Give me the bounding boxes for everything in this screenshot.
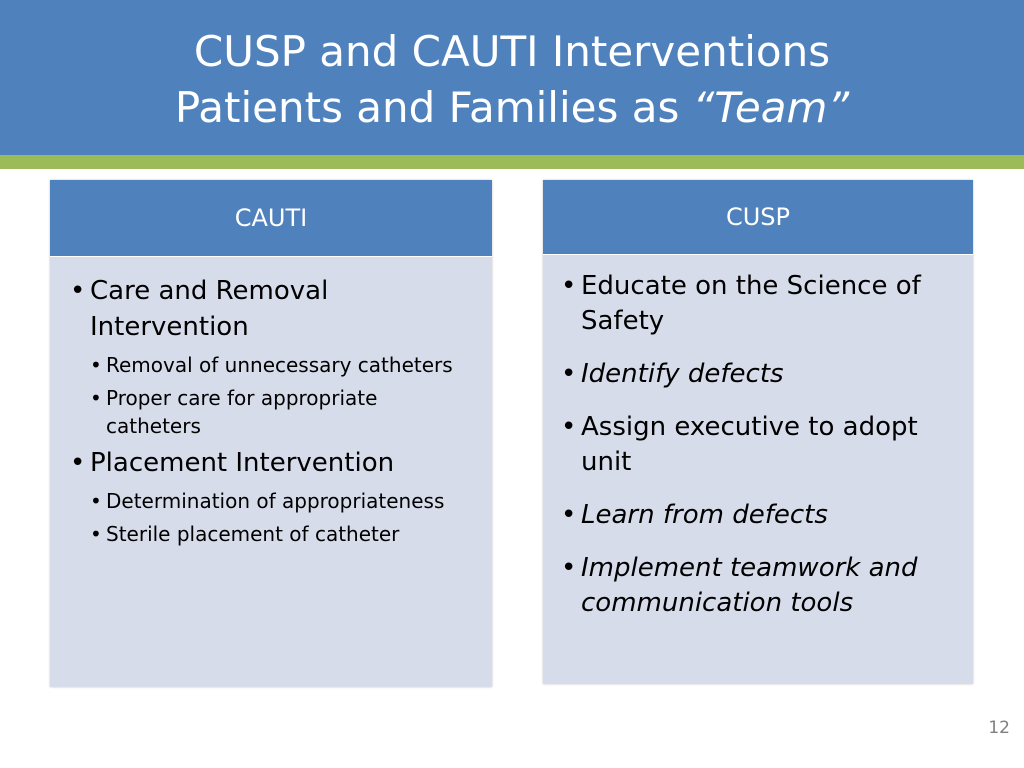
list-item [561,357,961,392]
bullet-icon: • [70,448,86,478]
cauti-panel [50,180,492,687]
bullet-icon: • [561,359,577,389]
slide-title-team-emphasis: “Team” [692,83,850,132]
sub-list-item-text: Proper care for appropriate catheters [106,386,378,438]
bullet-icon: • [90,386,102,410]
sub-list-item [90,487,470,515]
sub-list-item [90,384,470,440]
sub-list-item-text: Sterile placement of catheter [106,522,400,546]
cauti-panel-heading: CAUTI [50,180,492,256]
list-item-text: Educate on the Science of Safety [581,271,921,336]
list-item-text: Placement Intervention [90,448,395,478]
list-item-text: Identify defects [581,359,784,389]
title-accent-stripe [0,155,1024,169]
slide-title-line-2 [0,80,1024,136]
list-item-text: Assign executive to adopt unit [581,412,918,477]
slide-title-line-2-text: Patients and Families as [174,83,693,132]
list-item-text: Implement teamwork and communication tools [581,553,918,618]
sub-list-item [90,351,470,379]
slide-title-line-1: CUSP and CAUTI Interventions [193,27,831,76]
cusp-panel-body [543,255,973,684]
cusp-panel-heading: CUSP [543,180,973,254]
list-item [561,410,961,480]
list-item [561,269,961,339]
list-item [561,551,961,621]
bullet-icon: • [90,522,102,546]
list-item [561,498,961,533]
bullet-icon: • [561,553,577,583]
list-item-text: Care and Removal Intervention [90,276,329,342]
slide-title [0,24,1024,136]
bullet-icon: • [561,271,577,301]
bullet-icon: • [561,412,577,442]
cauti-list [70,273,470,553]
bullet-icon: • [561,500,577,530]
cusp-list [561,269,961,639]
sub-list [90,487,470,548]
bullet-icon: • [90,489,102,513]
list-item [70,273,470,440]
list-item [70,445,470,548]
sub-list-item-text: Removal of unnecessary catheters [106,353,453,377]
page-number: 12 [988,718,1010,738]
list-item-text: Learn from defects [581,500,828,530]
bullet-icon: • [90,353,102,377]
cauti-panel-body [50,257,492,687]
sub-list [90,351,470,440]
cusp-panel [543,180,973,684]
bullet-icon: • [70,276,86,306]
sub-list-item-text: Determination of appropriateness [106,489,445,513]
sub-list-item [90,520,470,548]
